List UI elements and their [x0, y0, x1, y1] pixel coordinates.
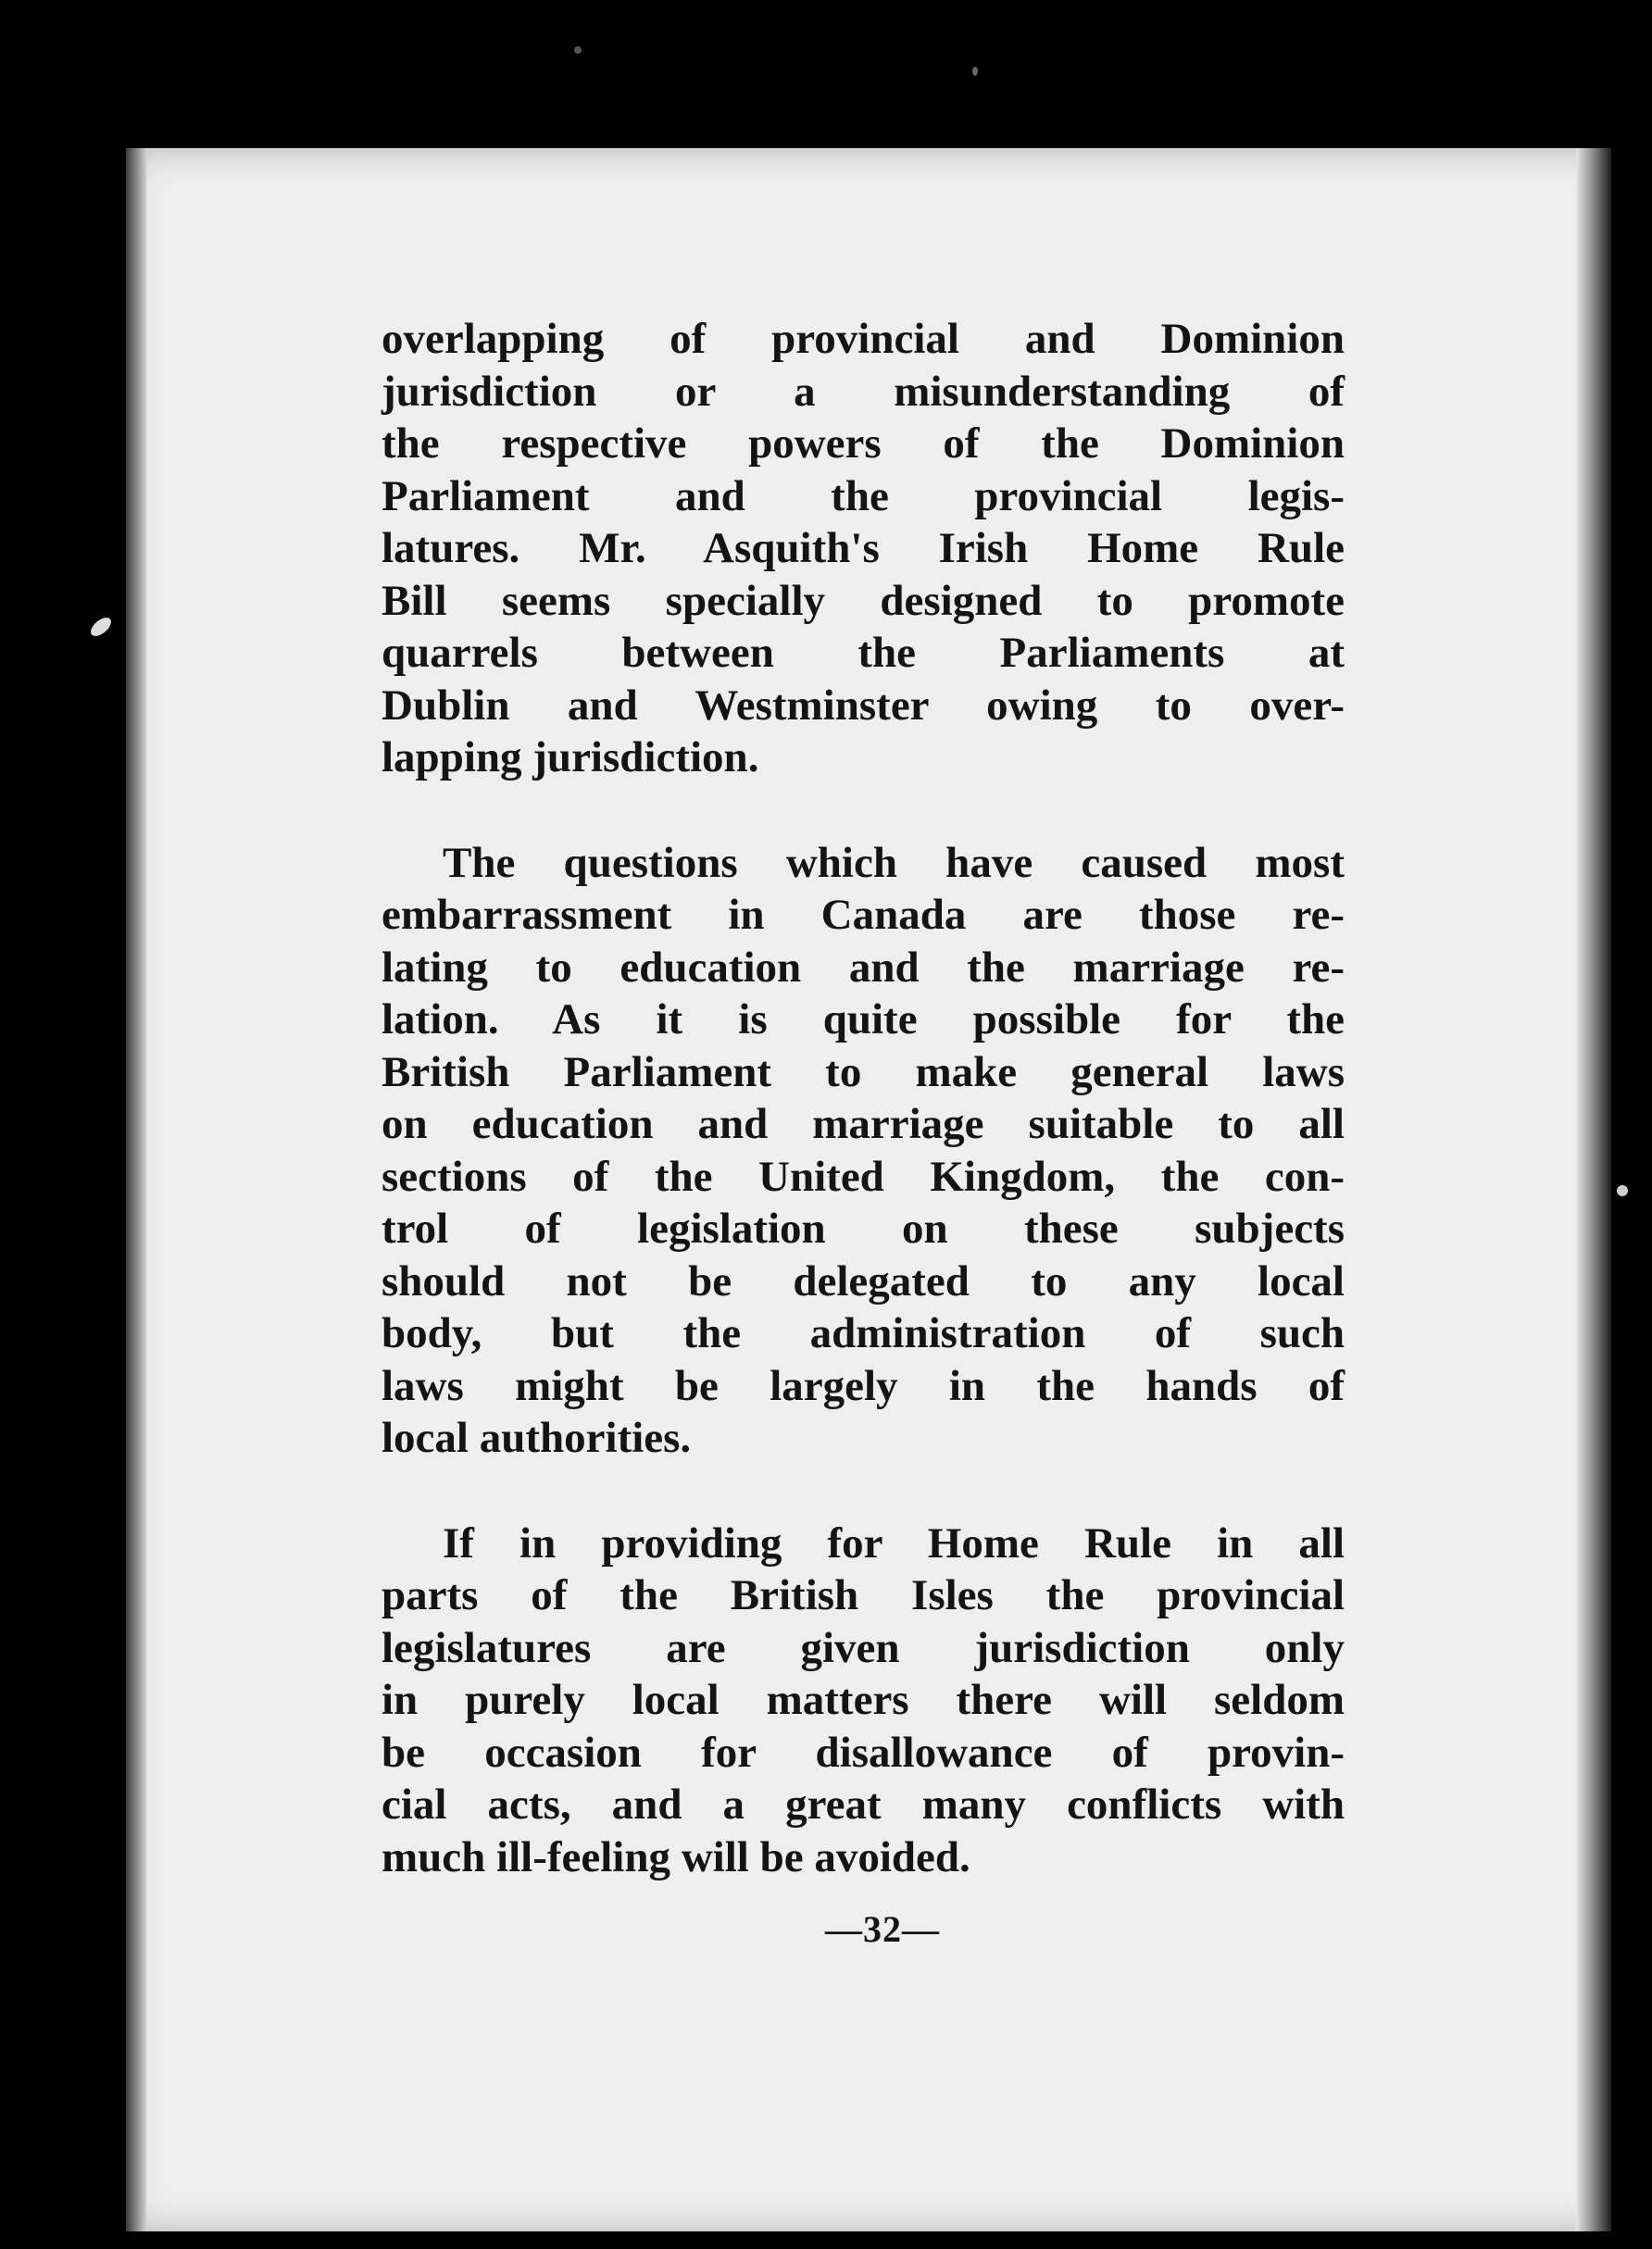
text-line: body, but the administration of such — [382, 1309, 1345, 1357]
text-line: quarrels between the Parliaments at — [382, 629, 1345, 677]
text-line: cial acts, and a great many conflicts with — [382, 1780, 1345, 1829]
text-line: Bill seems specially designed to promote — [382, 576, 1345, 625]
text-line: sections of the United Kingdom, the con- — [382, 1152, 1345, 1201]
text-line: The questions which have caused most — [443, 838, 1345, 887]
text-line: embarrassment in Canada are those re- — [382, 891, 1345, 939]
text-line: much ill-feeling will be avoided. — [382, 1832, 970, 1881]
text-line: laws might be largely in the hands of — [382, 1361, 1345, 1410]
text-line: Parliament and the provincial legis- — [382, 471, 1345, 520]
text-line: in purely local matters there will seldom — [382, 1676, 1345, 1724]
text-line: British Parliament to make general laws — [382, 1047, 1345, 1096]
text-line: Dublin and Westminster owing to over- — [382, 681, 1345, 730]
scan-speck — [88, 614, 115, 639]
body-text — [382, 313, 1345, 1883]
text-line: on education and marriage suitable to all — [382, 1100, 1345, 1148]
page-number: —32— — [825, 1908, 940, 1950]
book-page — [126, 148, 1611, 2231]
text-line: jurisdiction or a misunderstanding of — [382, 367, 1345, 416]
text-line: be occasion for disallowance of provin- — [382, 1728, 1345, 1777]
text-line: lation. As it is quite possible for the — [382, 995, 1345, 1043]
text-line: parts of the British Isles the provincial — [382, 1571, 1345, 1619]
paragraph-3 — [382, 1518, 1345, 1884]
text-line: overlapping of provincial and Dominion — [382, 315, 1345, 363]
scan-speck — [972, 67, 978, 76]
scan-speck — [1617, 1185, 1628, 1196]
text-line: the respective powers of the Dominion — [382, 419, 1345, 468]
text-line: should not be delegated to any local — [382, 1256, 1345, 1306]
text-line: local authorities. — [382, 1414, 692, 1462]
paragraph-2 — [382, 837, 1345, 1465]
text-line: trol of legislation on these subjects — [382, 1205, 1345, 1253]
paragraph-1 — [382, 313, 1345, 784]
text-line: latures. Mr. Asquith's Irish Home Rule — [382, 524, 1345, 572]
text-line: If in providing for Home Rule in all — [443, 1518, 1345, 1568]
text-line: lapping jurisdiction. — [382, 733, 759, 781]
text-line: lating to education and the marriage re- — [382, 943, 1345, 992]
scan-speck — [574, 46, 582, 54]
text-line: legislatures are given jurisdiction only — [382, 1623, 1345, 1672]
